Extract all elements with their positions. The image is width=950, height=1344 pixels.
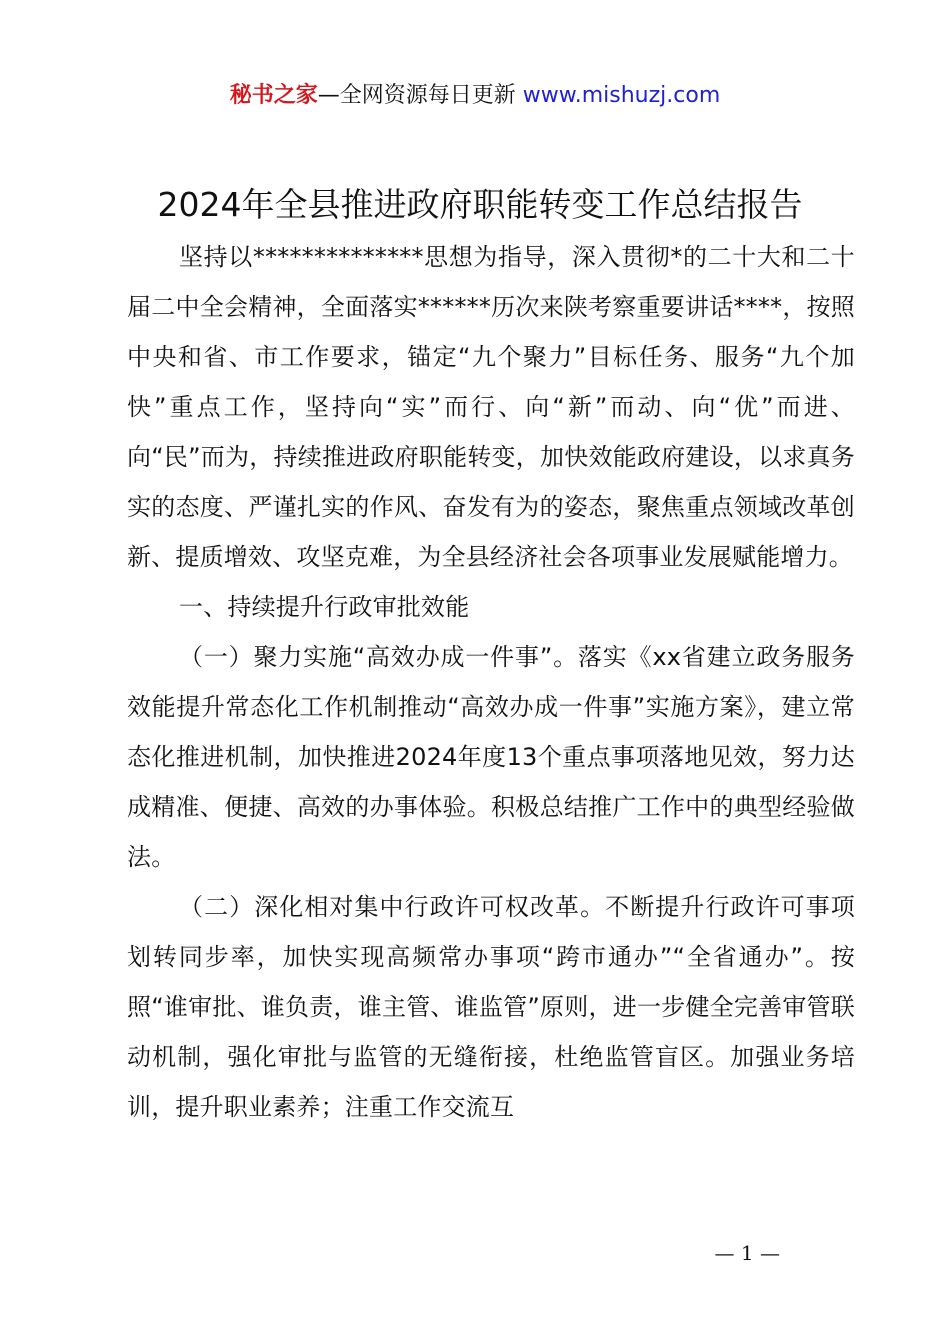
document-title: 2024年全县推进政府职能转变工作总结报告 [157, 185, 803, 224]
site-url-link[interactable]: www.mishuzj.com [522, 83, 721, 108]
document-body [127, 232, 855, 1132]
site-header [0, 80, 950, 112]
section-heading: 一、持续提升行政审批效能 [179, 593, 470, 621]
site-tagline: —全网资源每日更新 [317, 83, 516, 108]
page-number: — 1 — [714, 1241, 780, 1265]
paragraph-intro: 坚持以**************思想为指导，深入贯彻*的二十大和二十届二中全会精神，全面落实******历次来陕考察重要讲话****，按照中央和省、市工作要求，锚定“九个聚力”目标任务、服务“九个加快”重点工作，坚持向“实”而行、向“新”而动、向“优”而进、向“民”而为，持续推进政府职能转变，加快效能政府建设，以求真务实的态度、严谨扎实的作风、奋发有为的姿态，聚焦重点领域改革创新、提质增效、攻坚克难，为全县经济社会各项事业发展赋能增力。 [127, 243, 855, 571]
site-brand: 秘书之家 [229, 83, 318, 108]
paragraph-item-2: （二）深化相对集中行政许可权改革。不断提升行政许可事项划转同步率，加快实现高频常办事项“跨市通办”“全省通办”。按照“谁审批、谁负责，谁主管、谁监管”原则，进一步健全完善审管联动机制，强化审批与监管的无缝衔接，杜绝监管盲区。加强业务培训，提升职业素养；注重工作交流互 [127, 893, 855, 1121]
paragraph-item-1: （一）聚力实施“高效办成一件事”。落实《xx省建立政务服务效能提升常态化工作机制推动“高效办成一件事”实施方案》，建立常态化推进机制，加快推进2024年度13个重点事项落地见效，努力达成精准、便捷、高效的办事体验。积极总结推广工作中的典型经验做法。 [127, 643, 855, 871]
